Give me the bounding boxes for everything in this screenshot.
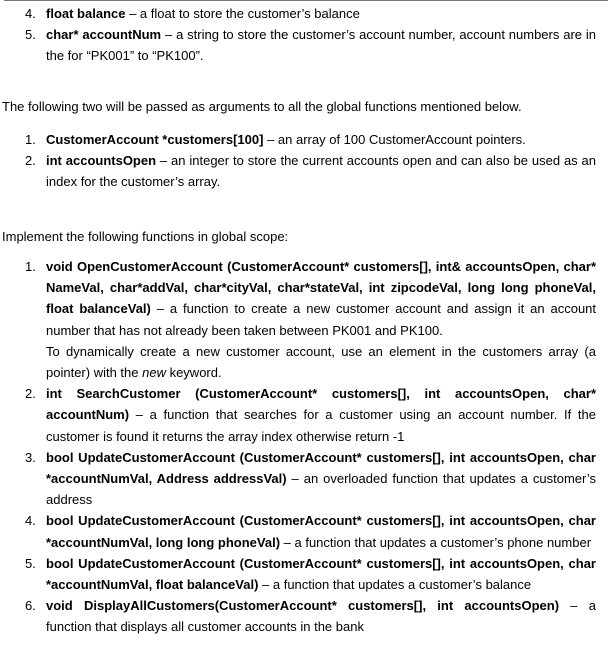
list-item	[0, 447, 612, 511]
list-item	[0, 150, 612, 192]
list-number: 2.	[25, 153, 36, 169]
function-signature: void OpenCustomerAccount (CustomerAccount* customers[], int& accountsOpen, char* NameVal, char*addVal, char*cityVal, char*stateVal, int zipcodeVal, long long phoneVal, float balanceVal)	[46, 259, 596, 317]
function-signature: bool UpdateCustomerAccount (CustomerAccount* customers[], int accountsOpen, char *accountNumVal, Address addressVal)	[46, 449, 596, 487]
arguments-intro: The following two will be passed as arguments to all the global functions mentioned below.	[2, 99, 522, 114]
function-description: – a function that updates a customer’s balance	[258, 577, 532, 593]
list-item	[0, 24, 612, 66]
function-note-end: keyword.	[165, 365, 222, 381]
function-note: To dynamically create a new customer account, use an element in the customers array (a pointer) with the	[46, 343, 596, 381]
argument-description: – an integer to store the current accounts open and can also be used as an index for the customer’s array.	[46, 153, 597, 190]
argument-description: – an array of 100 CustomerAccount pointers.	[263, 132, 526, 147]
function-signature: void DisplayAllCustomers(CustomerAccount* customers[], int accountsOpen)	[46, 598, 560, 614]
list-number: 1.	[25, 132, 36, 147]
field-description: – a string to store the customer’s account number, account numbers are in the for “PK001” to “PK100”.	[46, 27, 596, 64]
field-term: char* accountNum	[46, 27, 162, 43]
function-description: – a function that updates a customer’s phone number	[280, 534, 592, 550]
function-description: – an overloaded function that updates a customer’s address	[46, 471, 596, 508]
list-number: 3.	[25, 449, 36, 465]
list-item	[0, 383, 612, 447]
functions-list	[0, 256, 612, 638]
argument-term: int accountsOpen	[46, 153, 157, 169]
list-item	[0, 3, 612, 24]
list-item	[0, 510, 612, 552]
function-signature: bool UpdateCustomerAccount (CustomerAccount* customers[], int accountsOpen, char *accountNumVal, long long phoneVal)	[46, 513, 596, 550]
page-top-border	[4, 0, 608, 1]
list-number: 1.	[25, 259, 36, 274]
functions-intro: Implement the following functions in global scope:	[2, 229, 289, 244]
function-description: – a function to create a new customer account and assign it an account number that has not already been taken between PK001 and PK100.	[46, 301, 597, 338]
list-item	[0, 553, 612, 595]
arguments-list	[0, 129, 612, 193]
list-number: 2.	[25, 386, 36, 402]
list-number: 5.	[25, 27, 36, 43]
list-number: 6.	[25, 598, 36, 614]
function-note-keyword: new	[142, 365, 166, 381]
function-signature: int SearchCustomer (CustomerAccount* customers[], int accountsOpen, char* accountNum)	[46, 386, 596, 423]
field-term: float balance	[46, 6, 126, 21]
list-number: 4.	[25, 513, 36, 529]
argument-term: CustomerAccount *customers[100]	[46, 132, 264, 147]
list-item	[0, 129, 612, 150]
member-fields-list	[0, 3, 612, 67]
function-description: – a function that displays all customer accounts in the bank	[46, 598, 596, 635]
list-item	[0, 256, 612, 383]
function-description: – a function that searches for a customer using an account number. If the customer is found it returns the array index otherwise return -1	[46, 407, 596, 444]
list-item	[0, 595, 612, 637]
function-signature: bool UpdateCustomerAccount (CustomerAccount* customers[], int accountsOpen, char *accountNumVal, float balanceVal)	[46, 555, 596, 593]
field-description: – a float to store the customer’s balance	[125, 6, 360, 21]
list-number: 5.	[25, 555, 36, 571]
list-number: 4.	[25, 6, 36, 21]
